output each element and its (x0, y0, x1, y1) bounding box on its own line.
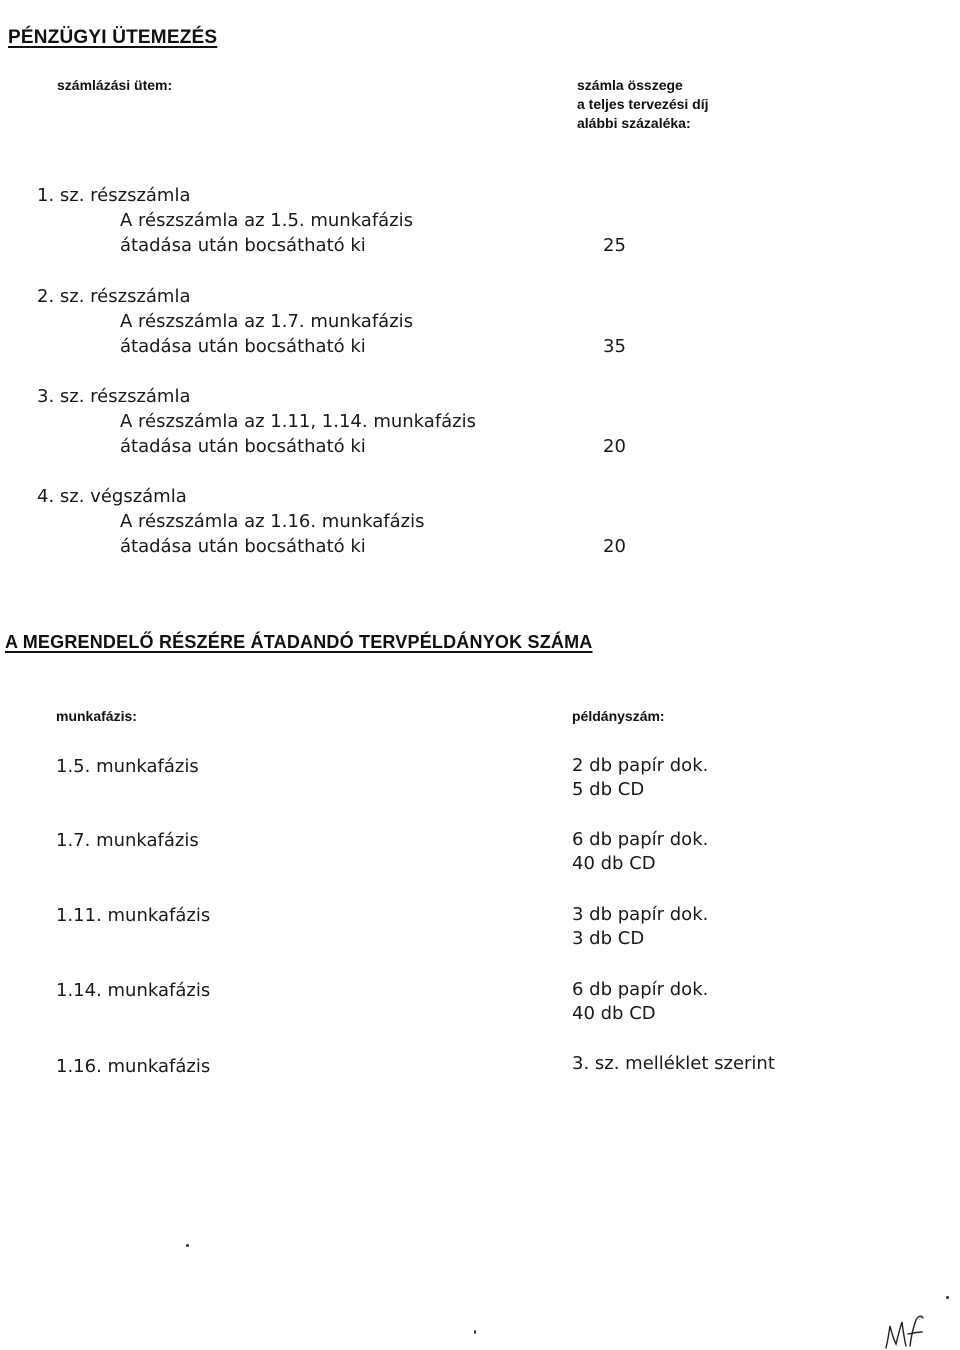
phase-column-label: munkafázis: (56, 708, 137, 724)
installment-title: 2. sz. részszámla (37, 286, 191, 307)
installment-condition: átadása után bocsátható ki (120, 336, 366, 357)
copies-count: 40 db CD (572, 853, 656, 874)
copies-count: 40 db CD (572, 1003, 656, 1024)
installment-percent: 20 (603, 436, 626, 457)
amount-column-label (577, 76, 709, 133)
installment-condition: A részszámla az 1.16. munkafázis (120, 511, 425, 532)
copies-count: 3 db papír dok. (572, 904, 709, 925)
installment-title: 3. sz. részszámla (37, 386, 191, 407)
amount-label-line: számla összege (577, 77, 683, 93)
copies-count: 2 db papír dok. (572, 755, 709, 776)
installment-condition: A részszámla az 1.11, 1.14. munkafázis (120, 411, 477, 432)
installment-condition: A részszámla az 1.7. munkafázis (120, 311, 414, 332)
copies-count: 5 db CD (572, 779, 645, 800)
copies-section-title: A MEGRENDELŐ RÉSZÉRE ÁTADANDÓ TERVPÉLDÁNYOK SZÁMA (5, 632, 593, 652)
copies-column-label: példányszám: (572, 708, 665, 724)
financial-schedule-title: PÉNZÜGYI ÜTEMEZÉS (8, 27, 218, 48)
handwritten-signature (880, 1312, 935, 1350)
scan-speck (946, 1296, 949, 1299)
copies-count: 3. sz. melléklet szerint (572, 1053, 775, 1074)
phase-name: 1.14. munkafázis (56, 980, 211, 1001)
installment-title: 1. sz. részszámla (37, 185, 191, 206)
phase-name: 1.11. munkafázis (56, 905, 211, 926)
copies-count: 6 db papír dok. (572, 829, 709, 850)
amount-label-line: a teljes tervezési díj (577, 96, 709, 112)
installment-condition: átadása után bocsátható ki (120, 235, 366, 256)
billing-column-label: számlázási ütem: (57, 77, 173, 93)
installment-percent: 20 (603, 536, 626, 557)
installment-percent: 25 (603, 235, 626, 256)
scan-speck (186, 1244, 189, 1247)
installment-condition: átadása után bocsátható ki (120, 536, 366, 557)
phase-name: 1.7. munkafázis (56, 830, 199, 851)
amount-label-line: alábbi százaléka: (577, 115, 691, 131)
installment-condition: A részszámla az 1.5. munkafázis (120, 210, 414, 231)
copies-count: 6 db papír dok. (572, 979, 709, 1000)
phase-name: 1.16. munkafázis (56, 1056, 211, 1077)
copies-count: 3 db CD (572, 928, 645, 949)
installment-condition: átadása után bocsátható ki (120, 436, 366, 457)
phase-name: 1.5. munkafázis (56, 756, 199, 777)
installment-title: 4. sz. végszámla (37, 486, 187, 507)
installment-percent: 35 (603, 336, 626, 357)
scan-speck (474, 1330, 476, 1334)
